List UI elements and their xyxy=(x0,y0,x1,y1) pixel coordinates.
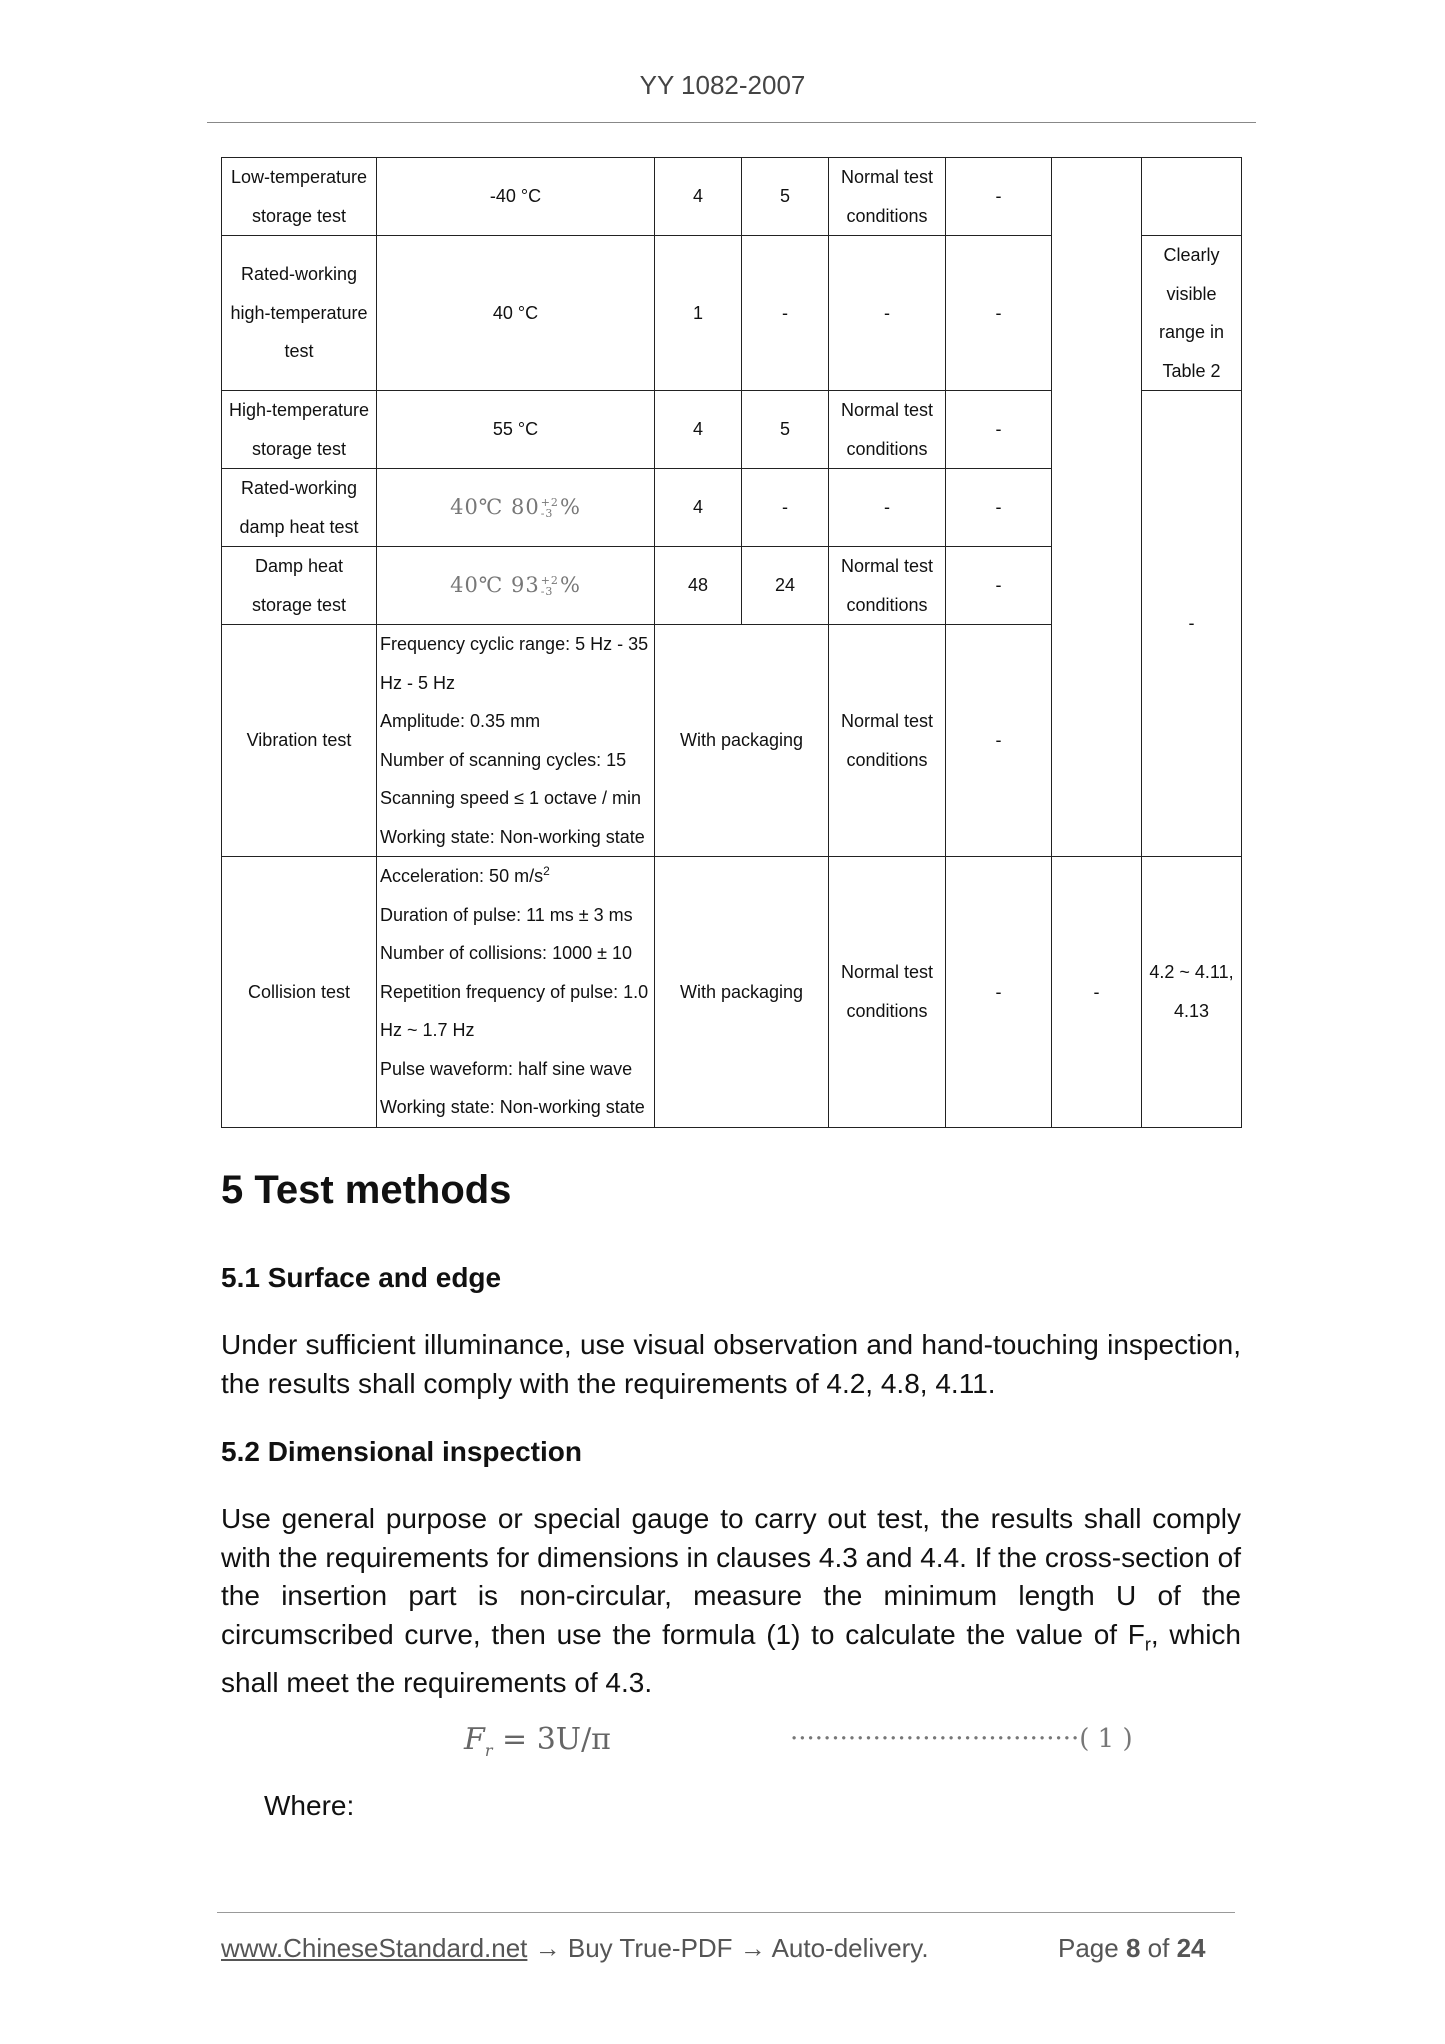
test-condition-cell: -40 °C xyxy=(377,158,655,236)
duration-cell: 1 xyxy=(655,236,742,391)
formula-number: ···································( 1 ) xyxy=(790,1724,1133,1754)
test-name-cell: Damp heat storage test xyxy=(222,547,377,625)
test-name-cell: Rated-working damp heat test xyxy=(222,469,377,547)
state-cell: Normal test conditions xyxy=(829,625,946,857)
where-label: Where: xyxy=(264,1790,355,1821)
state-cell: Normal test conditions xyxy=(829,158,946,236)
table-row xyxy=(222,158,1242,236)
section-title: 5 Test methods xyxy=(221,1168,512,1212)
header-rule xyxy=(207,122,1256,123)
formula-1: $F_r = 3U/\pi$ xyxy=(464,1722,611,1760)
col7-cell: - xyxy=(1052,857,1142,1128)
website-link[interactable]: www.ChineseStandard.net xyxy=(221,1933,528,1963)
table-row xyxy=(222,857,1242,1128)
recovery-cell: 5 xyxy=(742,391,829,469)
col6-cell: - xyxy=(946,469,1052,547)
state-cell: - xyxy=(829,469,946,547)
humidity-condition: 40℃ 93+2 -3 % xyxy=(450,572,581,599)
duration-cell: 4 xyxy=(655,469,742,547)
state-cell: Normal test conditions xyxy=(829,391,946,469)
footer-promo: www.ChineseStandard.net → Buy True-PDF → Auto-delivery. xyxy=(221,1933,929,1963)
paragraph-5-1: Under sufficient illuminance, use visual observation and hand-touching inspection, the results shall comply with the requirements of 4.2, 4.8, 4.11. xyxy=(221,1329,1241,1399)
test-condition-image-cell xyxy=(377,469,655,547)
page-indicator: Page 8 of 24 xyxy=(1058,1933,1206,1963)
test-condition-cell: 40 °C xyxy=(377,236,655,391)
test-name-cell: Low-temperature storage test xyxy=(222,158,377,236)
packaging-cell: With packaging xyxy=(655,857,829,1128)
col6-cell: - xyxy=(946,158,1052,236)
col6-cell: - xyxy=(946,857,1052,1128)
footer-rule xyxy=(217,1912,1235,1913)
test-condition-list-cell: Frequency cyclic range: 5 Hz - 35 Hz - 5 Hz Amplitude: 0.35 mm Number of scanning cycles: 15 Scanning speed ≤ 1 octave / min Working state: Non-working state xyxy=(377,625,655,857)
col6-cell: - xyxy=(946,547,1052,625)
recovery-cell: 5 xyxy=(742,158,829,236)
duration-cell: 4 xyxy=(655,158,742,236)
test-condition-cell: 55 °C xyxy=(377,391,655,469)
col6-cell: - xyxy=(946,236,1052,391)
col7-merged-cell xyxy=(1052,158,1142,857)
clause-ref-cell: 4.2 ~ 4.11, 4.13 xyxy=(1142,857,1242,1128)
recovery-cell: - xyxy=(742,236,829,391)
state-cell: - xyxy=(829,236,946,391)
document-header-id: YY 1082-2007 xyxy=(639,70,806,100)
paragraph-5-2: Use general purpose or special gauge to carry out test, the results shall comply with the requirements for dimensions in clauses 4.3 and 4.4. If the cross-section of the insertion part is non-circular, measure the minimum length U of the circumscribed curve, then use the formula (1) to calculate the value of $F_r$, which shall meet the requirements of 4.3. xyxy=(221,1503,1241,1698)
state-cell: Normal test conditions xyxy=(829,857,946,1128)
humidity-condition: 40℃ 80+2 -3 % xyxy=(450,494,581,521)
test-condition-image-cell xyxy=(377,547,655,625)
duration-cell: 4 xyxy=(655,391,742,469)
test-name-cell: Vibration test xyxy=(222,625,377,857)
subsection-title-5-1: 5.1 Surface and edge xyxy=(221,1262,502,1293)
clearly-visible-cell: Clearly visible range in Table 2 xyxy=(1142,236,1242,391)
recovery-cell: - xyxy=(742,469,829,547)
test-name-cell: Rated-working high-temperature test xyxy=(222,236,377,391)
test-name-cell: High-temperature storage test xyxy=(222,391,377,469)
test-name-cell: Collision test xyxy=(222,857,377,1128)
duration-cell: 48 xyxy=(655,547,742,625)
col8-merged-cell: - xyxy=(1142,391,1242,857)
col6-cell: - xyxy=(946,391,1052,469)
col8-cell xyxy=(1142,158,1242,236)
environmental-test-table xyxy=(221,157,1242,1128)
subsection-title-5-2: 5.2 Dimensional inspection xyxy=(221,1436,582,1467)
test-condition-list-cell: Acceleration: 50 $m/s^2$ Duration of pulse: 11 ms ± 3 ms Number of collisions: 1000 ± 10 Repetition frequency of pulse: 1.0 Hz ~ 1.7 Hz Pulse waveform: half sine wave Working state: Non-working state xyxy=(377,857,655,1128)
recovery-cell: 24 xyxy=(742,547,829,625)
state-cell: Normal test conditions xyxy=(829,547,946,625)
col6-cell: - xyxy=(946,625,1052,857)
packaging-cell: With packaging xyxy=(655,625,829,857)
